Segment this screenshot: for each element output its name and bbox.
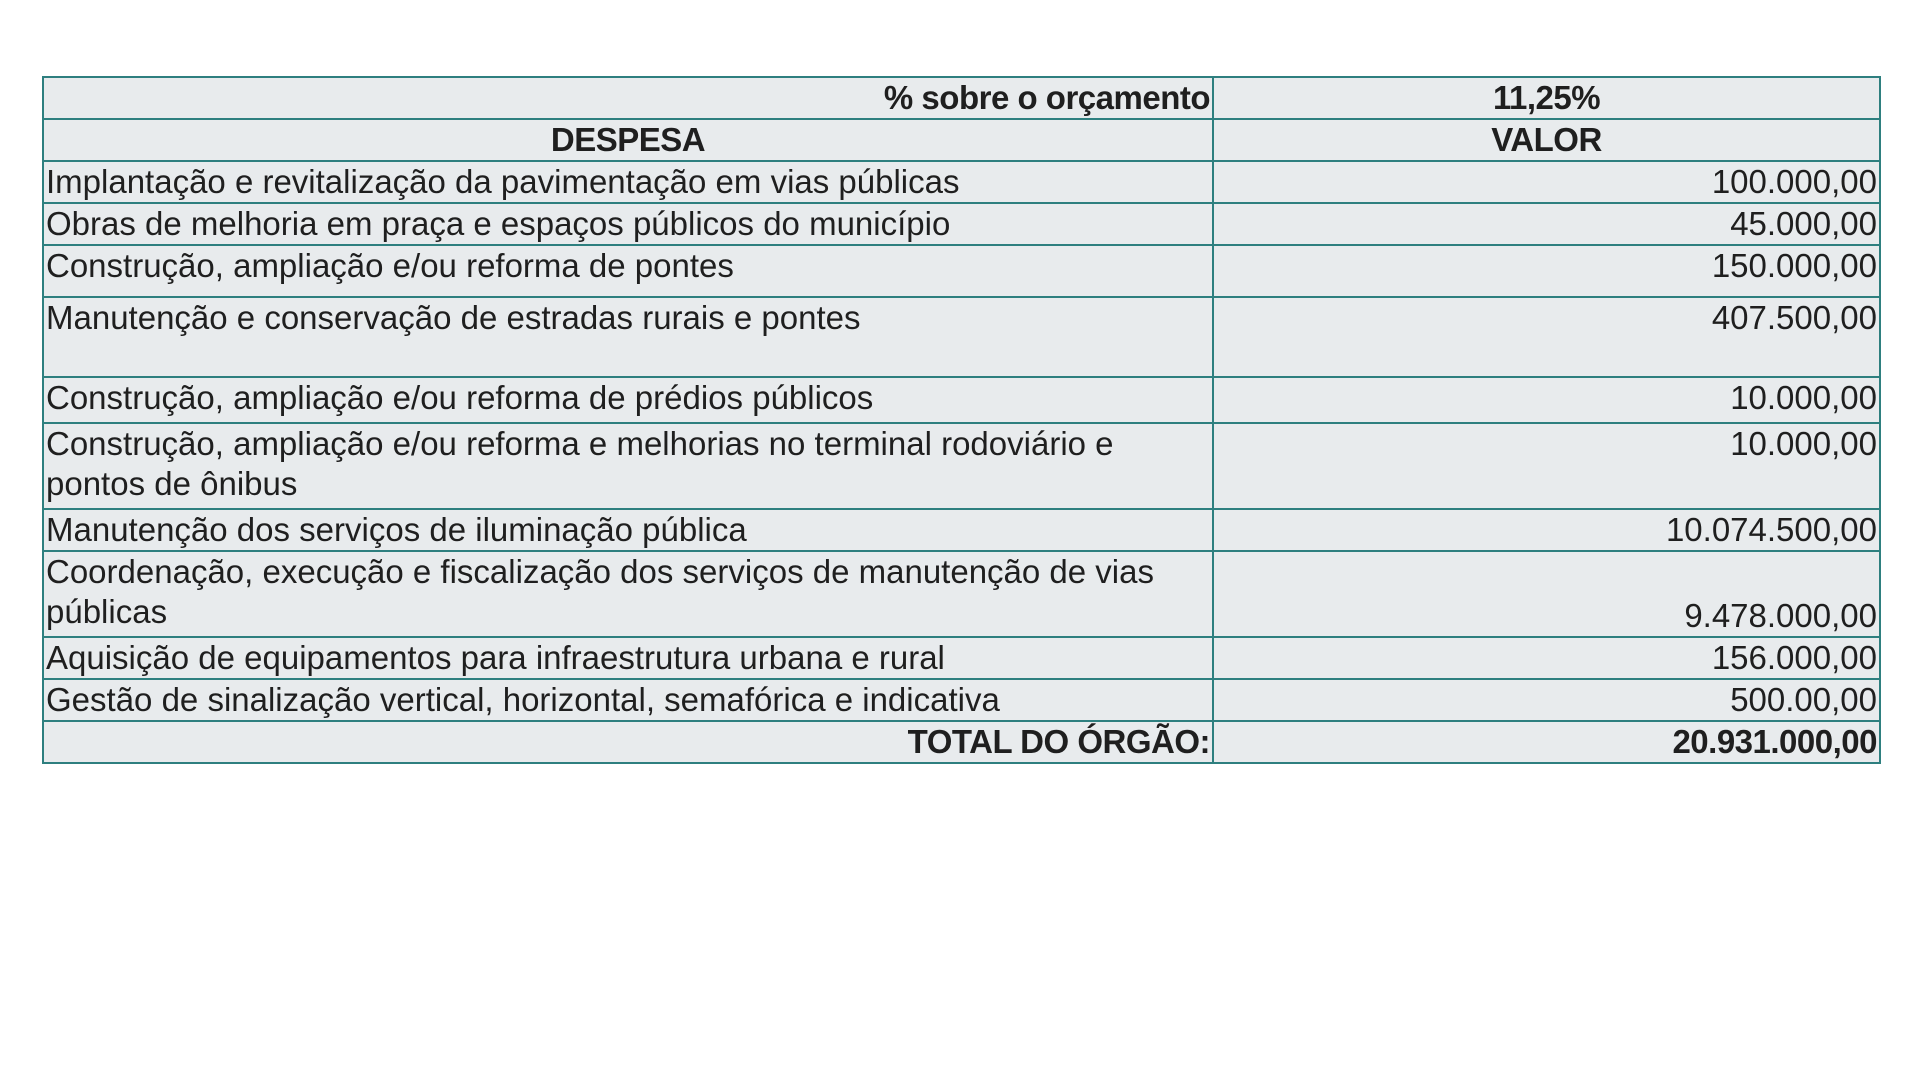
total-row <box>43 721 1880 763</box>
row-value: 500.00,00 <box>1213 679 1880 721</box>
header-row <box>43 119 1880 161</box>
row-value: 10.000,00 <box>1213 423 1880 509</box>
table-row <box>43 509 1880 551</box>
percent-label: % sobre o orçamento <box>43 77 1213 119</box>
column-header-despesa: DESPESA <box>43 119 1213 161</box>
row-value: 9.478.000,00 <box>1213 551 1880 637</box>
row-description: Obras de melhoria em praça e espaços públicos do município <box>43 203 1213 245</box>
budget-table <box>42 76 1881 764</box>
column-header-valor: VALOR <box>1213 119 1880 161</box>
row-description: Construção, ampliação e/ou reforma de pontes <box>43 245 1213 297</box>
row-value: 10.000,00 <box>1213 377 1880 423</box>
row-description: Construção, ampliação e/ou reforma e melhorias no terminal rodoviário e pontos de ônibus <box>43 423 1213 509</box>
table-row <box>43 297 1880 377</box>
percent-value: 11,25% <box>1213 77 1880 119</box>
row-description: Gestão de sinalização vertical, horizontal, semafórica e indicativa <box>43 679 1213 721</box>
row-value: 10.074.500,00 <box>1213 509 1880 551</box>
row-description: Coordenação, execução e fiscalização dos serviços de manutenção de vias públicas <box>43 551 1213 637</box>
table-row <box>43 551 1880 637</box>
row-value: 407.500,00 <box>1213 297 1880 377</box>
table-row <box>43 377 1880 423</box>
table-row <box>43 203 1880 245</box>
table-row <box>43 679 1880 721</box>
table-row <box>43 245 1880 297</box>
row-description: Construção, ampliação e/ou reforma de prédios públicos <box>43 377 1213 423</box>
table-row <box>43 423 1880 509</box>
row-description: Manutenção e conservação de estradas rurais e pontes <box>43 297 1213 377</box>
percent-row <box>43 77 1880 119</box>
row-value: 100.000,00 <box>1213 161 1880 203</box>
row-value: 150.000,00 <box>1213 245 1880 297</box>
row-value: 45.000,00 <box>1213 203 1880 245</box>
total-value: 20.931.000,00 <box>1213 721 1880 763</box>
row-description: Manutenção dos serviços de iluminação pública <box>43 509 1213 551</box>
table-row <box>43 637 1880 679</box>
total-label: TOTAL DO ÓRGÃO: <box>43 721 1213 763</box>
row-value: 156.000,00 <box>1213 637 1880 679</box>
row-description: Aquisição de equipamentos para infraestrutura urbana e rural <box>43 637 1213 679</box>
table-row <box>43 161 1880 203</box>
row-description: Implantação e revitalização da pavimentação em vias públicas <box>43 161 1213 203</box>
